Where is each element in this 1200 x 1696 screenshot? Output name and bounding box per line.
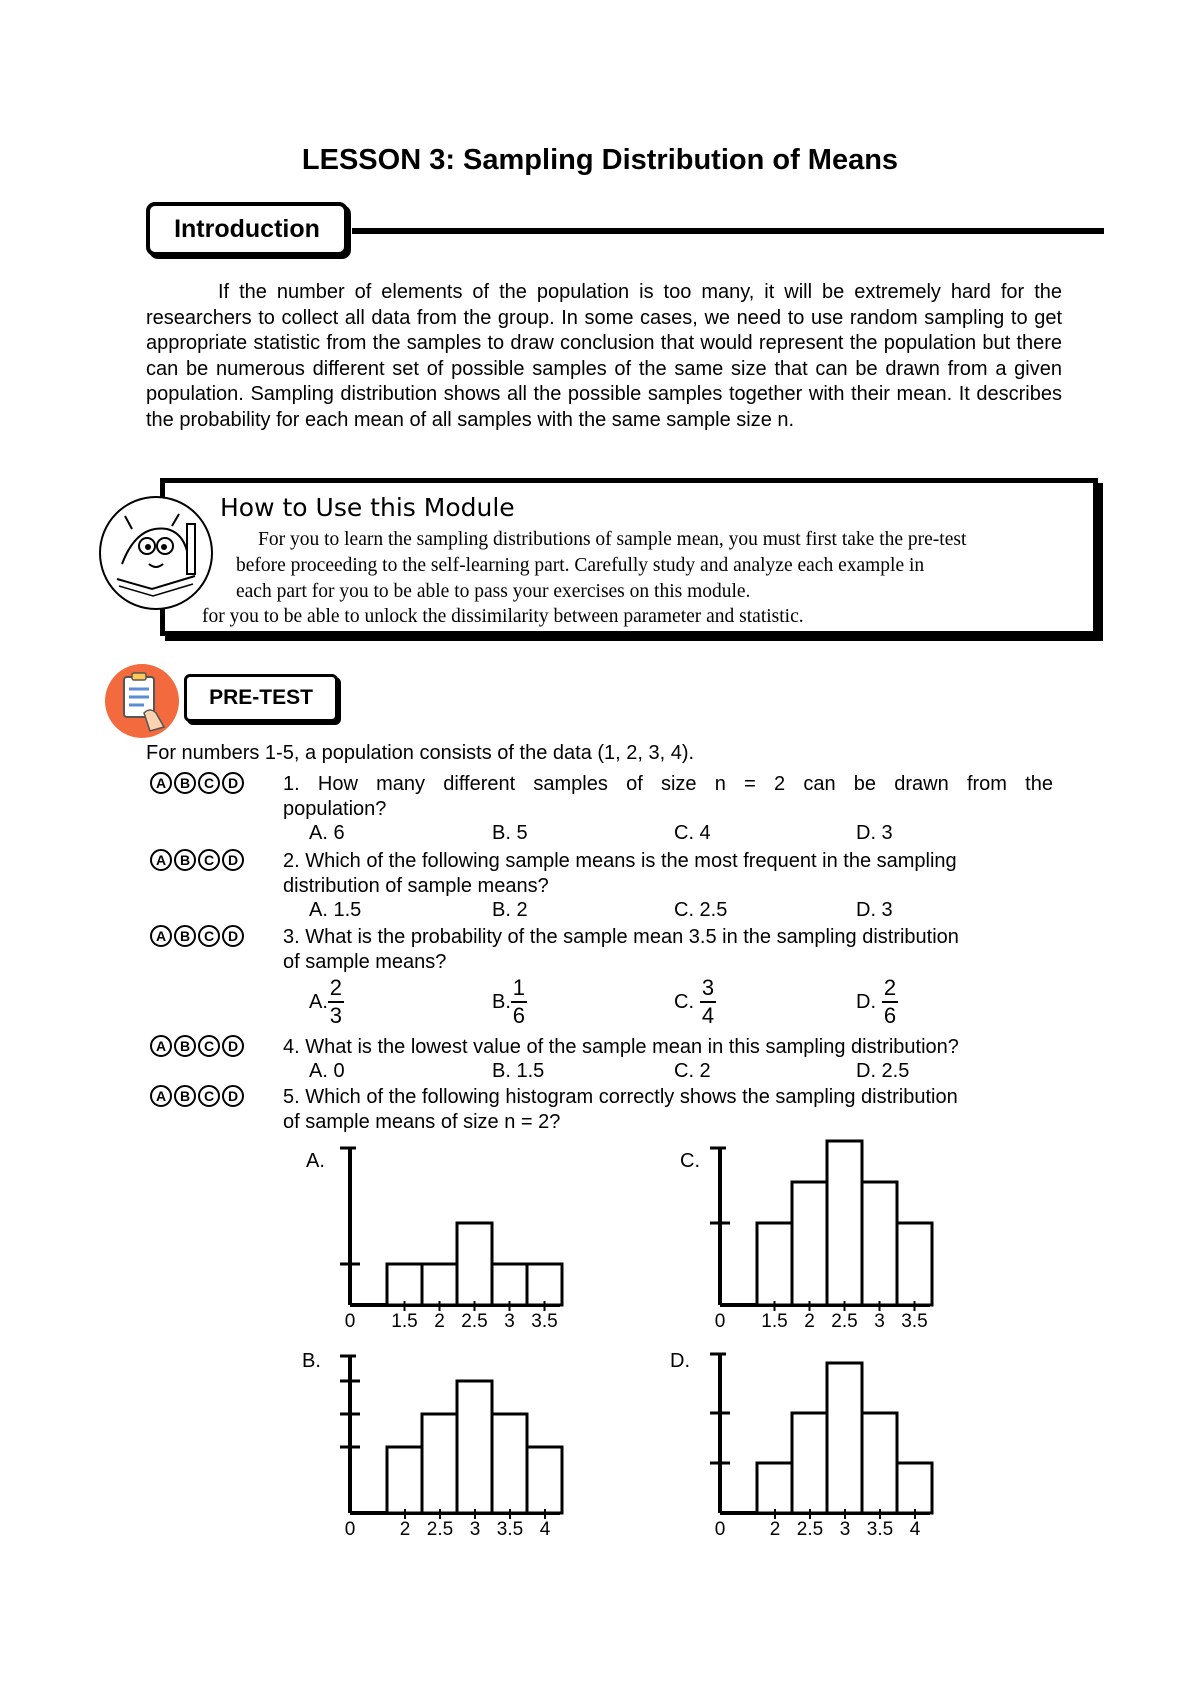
bubble-a[interactable]: A bbox=[150, 849, 172, 871]
q1-option-d[interactable]: D. 3 bbox=[856, 822, 893, 844]
q4-option-b[interactable]: B. 1.5 bbox=[492, 1060, 545, 1082]
histogram-option-label: A. bbox=[306, 1150, 325, 1172]
bubble-b[interactable]: B bbox=[174, 1035, 196, 1057]
x-tick-label: 3.5 bbox=[531, 1311, 558, 1332]
module-line-3: each part for you to be able to pass your exercises on this module. bbox=[236, 581, 751, 602]
q4-option-d[interactable]: D. 2.5 bbox=[856, 1060, 910, 1082]
histogram-bar bbox=[757, 1223, 792, 1305]
histogram-bar bbox=[897, 1463, 932, 1513]
bubble-d[interactable]: D bbox=[222, 1085, 244, 1107]
answer-bubbles-q2[interactable] bbox=[150, 849, 246, 871]
x-tick-label: 3.5 bbox=[866, 1519, 894, 1540]
q2-option-b[interactable]: B. 2 bbox=[492, 899, 528, 921]
x-tick-label: 2.5 bbox=[831, 1311, 858, 1332]
histogram-bar bbox=[422, 1264, 457, 1305]
q3-option-a-label: A. bbox=[309, 990, 328, 1013]
x-tick-label: 2.5 bbox=[461, 1311, 488, 1332]
bubble-c[interactable]: C bbox=[198, 1085, 220, 1107]
x-tick-label: 0 bbox=[344, 1311, 356, 1332]
x-tick-label: 2.5 bbox=[426, 1519, 454, 1540]
q3-option-b-fraction bbox=[511, 975, 527, 1029]
q1-option-c[interactable]: C. 4 bbox=[674, 822, 711, 844]
bubble-d[interactable]: D bbox=[222, 1035, 244, 1057]
fraction-denominator: 4 bbox=[701, 1003, 715, 1028]
question-1-line-2: population? bbox=[283, 798, 387, 820]
q1-option-b[interactable]: B. 5 bbox=[492, 822, 528, 844]
bubble-a[interactable]: A bbox=[150, 1085, 172, 1107]
q4-option-a[interactable]: A. 0 bbox=[309, 1060, 345, 1082]
bubble-b[interactable]: B bbox=[174, 1085, 196, 1107]
histogram-bar bbox=[862, 1182, 897, 1305]
answer-bubbles-q1[interactable] bbox=[150, 772, 246, 794]
histogram-option-label: C. bbox=[680, 1150, 700, 1172]
answer-bubbles-q5[interactable] bbox=[150, 1085, 246, 1107]
q2-option-a[interactable]: A. 1.5 bbox=[309, 899, 362, 921]
x-tick-label: 0 bbox=[714, 1311, 726, 1332]
histogram-option-a[interactable] bbox=[300, 1135, 600, 1340]
histogram-bar bbox=[422, 1414, 457, 1513]
bubble-c[interactable]: C bbox=[198, 1035, 220, 1057]
fraction-numerator: 2 bbox=[329, 975, 343, 1000]
q3-option-b[interactable] bbox=[492, 975, 527, 1029]
x-tick-label: 2 bbox=[399, 1519, 411, 1540]
bubble-d[interactable]: D bbox=[222, 772, 244, 794]
bubble-a[interactable]: A bbox=[150, 925, 172, 947]
question-2-line-1: 2. Which of the following sample means is the most frequent in the sampling bbox=[283, 850, 957, 872]
x-tick-label: 1.5 bbox=[761, 1311, 788, 1332]
pretest-heading: PRE-TEST bbox=[184, 674, 338, 722]
answer-bubbles-q3[interactable] bbox=[150, 925, 246, 947]
question-5-line-2: of sample means of size n = 2? bbox=[283, 1111, 561, 1133]
x-tick-label: 4 bbox=[539, 1519, 551, 1540]
x-tick-label: 3 bbox=[504, 1311, 515, 1332]
module-line-1: For you to learn the sampling distributions of sample mean, you must first take the pre-test bbox=[258, 529, 967, 550]
histogram-bar bbox=[492, 1264, 527, 1305]
introduction-paragraph: If the number of elements of the population is too many, it will be extremely hard for the researchers to collect all data from the group. In some cases, we need to use random sampling to get appropriate statistic from the samples to draw conclusion that would represent the population but there can be numerous different set of possible samples of the same size that can be drawn from a given population. Sampling distribution shows all the possible samples together with their mean. It describes the probability for each mean of all samples with the same sample size n. bbox=[146, 281, 1062, 431]
x-tick-label: 3 bbox=[874, 1311, 885, 1332]
histogram-bar bbox=[792, 1182, 827, 1305]
fraction-numerator: 3 bbox=[701, 975, 715, 1000]
fraction-denominator: 6 bbox=[512, 1003, 526, 1028]
x-tick-label: 2 bbox=[804, 1311, 815, 1332]
bubble-a[interactable]: A bbox=[150, 772, 172, 794]
q3-option-c-label: C. bbox=[674, 990, 694, 1013]
histogram-bar bbox=[827, 1141, 862, 1305]
answer-bubbles-q4[interactable] bbox=[150, 1035, 246, 1057]
bubble-b[interactable]: B bbox=[174, 849, 196, 871]
x-tick-label: 0 bbox=[344, 1519, 356, 1540]
fraction-denominator: 6 bbox=[883, 1003, 897, 1028]
histogram-bar bbox=[492, 1414, 527, 1513]
bubble-c[interactable]: C bbox=[198, 925, 220, 947]
module-line-2: before proceeding to the self-learning part. Carefully study and analyze each example in bbox=[236, 555, 925, 576]
bubble-b[interactable]: B bbox=[174, 925, 196, 947]
histogram-bar bbox=[827, 1363, 862, 1513]
histogram-bar bbox=[387, 1447, 422, 1513]
q2-option-c[interactable]: C. 2.5 bbox=[674, 899, 728, 921]
page-title: LESSON 3: Sampling Distribution of Means bbox=[301, 144, 899, 176]
question-4-line-1: 4. What is the lowest value of the sample mean in this sampling distribution? bbox=[283, 1036, 959, 1058]
x-tick-label: 2 bbox=[434, 1311, 445, 1332]
bubble-d[interactable]: D bbox=[222, 925, 244, 947]
histogram-option-label: D. bbox=[670, 1350, 690, 1372]
bubble-b[interactable]: B bbox=[174, 772, 196, 794]
question-2-line-2: distribution of sample means? bbox=[283, 875, 549, 897]
x-tick-label: 2 bbox=[769, 1519, 781, 1540]
question-3-line-2: of sample means? bbox=[283, 951, 447, 973]
x-tick-label: 2.5 bbox=[796, 1519, 824, 1540]
bubble-a[interactable]: A bbox=[150, 1035, 172, 1057]
q1-option-a[interactable]: A. 6 bbox=[309, 822, 345, 844]
histogram-bar bbox=[457, 1223, 492, 1305]
histogram-bar bbox=[862, 1413, 897, 1513]
histogram-option-b[interactable] bbox=[300, 1345, 600, 1545]
bubble-c[interactable]: C bbox=[198, 849, 220, 871]
bubble-c[interactable]: C bbox=[198, 772, 220, 794]
histogram-bar bbox=[387, 1264, 422, 1305]
x-tick-label: 3.5 bbox=[901, 1311, 928, 1332]
histogram-option-label: B. bbox=[302, 1350, 321, 1372]
histogram-bar bbox=[457, 1381, 492, 1513]
histogram-bar bbox=[792, 1413, 827, 1513]
fraction-numerator: 1 bbox=[512, 975, 526, 1000]
x-tick-label: 0 bbox=[714, 1519, 726, 1540]
q3-option-d-label: D. bbox=[856, 990, 876, 1013]
q3-option-a[interactable] bbox=[309, 975, 344, 1029]
histogram-option-c[interactable] bbox=[670, 1135, 970, 1340]
histogram-bar bbox=[757, 1463, 792, 1513]
q3-option-b-label: B. bbox=[492, 990, 511, 1013]
q3-option-d-fraction bbox=[882, 975, 898, 1029]
q3-option-a-fraction bbox=[328, 975, 344, 1029]
histogram-option-d[interactable] bbox=[670, 1345, 970, 1545]
fraction-numerator: 2 bbox=[883, 975, 897, 1000]
x-tick-label: 4 bbox=[909, 1519, 921, 1540]
module-heading: How to Use this Module bbox=[220, 493, 515, 522]
introduction-text bbox=[146, 280, 1062, 433]
question-3-line-1: 3. What is the probability of the sample mean 3.5 in the sampling distribution bbox=[283, 926, 959, 948]
module-line-4: for you to be able to unlock the dissimilarity between parameter and statistic. bbox=[202, 606, 804, 627]
histogram-bar bbox=[897, 1223, 932, 1305]
introduction-heading: Introduction bbox=[146, 202, 348, 256]
q3-option-d[interactable] bbox=[856, 975, 898, 1029]
fraction-denominator: 3 bbox=[329, 1003, 343, 1028]
student-avatar-icon bbox=[97, 494, 215, 612]
x-tick-label: 3 bbox=[469, 1519, 481, 1540]
introduction-rule bbox=[352, 228, 1104, 234]
q3-option-c[interactable] bbox=[674, 975, 716, 1029]
x-tick-label: 3 bbox=[839, 1519, 851, 1540]
question-1-line-1: 1. How many different samples of size n = 2 can be drawn from the bbox=[283, 773, 1053, 795]
clipboard-icon bbox=[104, 663, 180, 739]
histogram-bar bbox=[527, 1447, 562, 1513]
q2-option-d[interactable]: D. 3 bbox=[856, 899, 893, 921]
question-5-line-1: 5. Which of the following histogram correctly shows the sampling distribution bbox=[283, 1086, 958, 1108]
q3-option-c-fraction bbox=[700, 975, 716, 1029]
pretest-instruction: For numbers 1-5, a population consists of the data (1, 2, 3, 4). bbox=[146, 742, 695, 764]
histogram-bar bbox=[527, 1264, 562, 1305]
bubble-d[interactable]: D bbox=[222, 849, 244, 871]
x-tick-label: 1.5 bbox=[391, 1311, 418, 1332]
q4-option-c[interactable]: C. 2 bbox=[674, 1060, 711, 1082]
x-tick-label: 3.5 bbox=[496, 1519, 524, 1540]
